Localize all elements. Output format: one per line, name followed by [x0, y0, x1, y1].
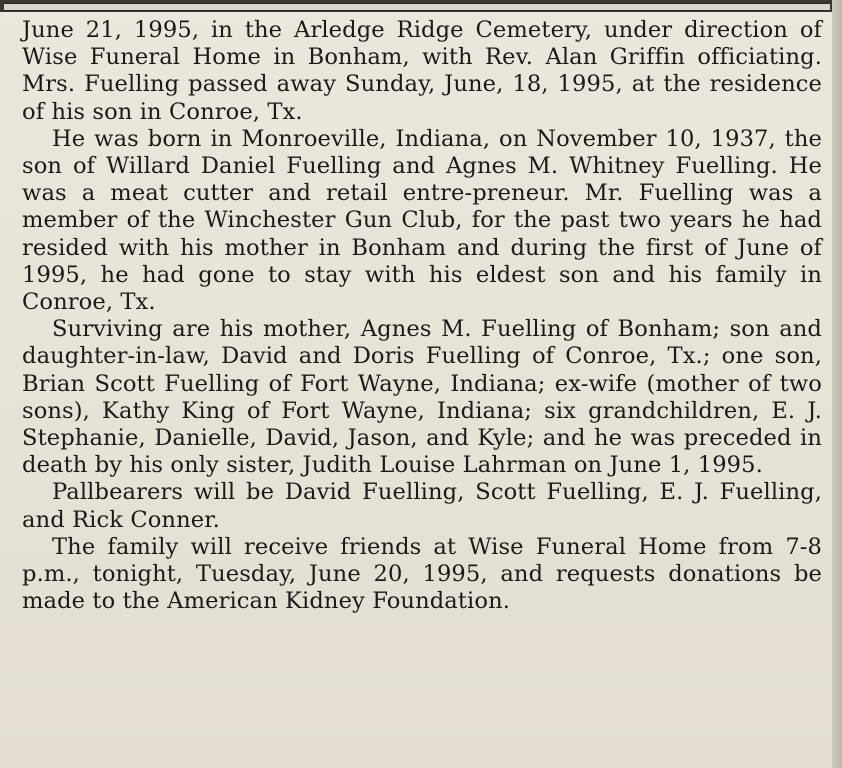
- paragraph-visitation: The family will receive friends at Wise Funeral Home from 7-8 p.m., tonight, Tuesday, June 20, 1995, and requests donations be made to the American Kidney Foundation.: [22, 533, 822, 615]
- paragraph-burial: June 21, 1995, in the Arledge Ridge Cemetery, under direction of Wise Funeral Home in Bonham, with Rev. Alan Griffin officiating. Mrs. Fuelling passed away Sunday, June, 18, 1995, at the residence of his son in Conroe, Tx.: [22, 17, 822, 125]
- obituary-article: [22, 17, 822, 615]
- paragraph-survivors: Surviving are his mother, Agnes M. Fuelling of Bonham; son and daughter-in-law, David and Doris Fuelling of Conroe, Tx.; one son, Brian Scott Fuelling of Fort Wayne, Indiana; ex-wife (mother of two sons), Kathy King of Fort Wayne, Indiana; six grandchildren, E. J. Stephanie, Danielle, David, Jason, and Kyle; and he was preceded in death by his only sister, Judith Louise Lahrman on June 1, 1995.: [22, 316, 822, 479]
- top-border-rule: [0, 0, 842, 12]
- right-page-edge: [832, 0, 842, 768]
- paragraph-pallbearers: Pallbearers will be David Fuelling, Scott Fuelling, E. J. Fuelling, and Rick Conner.: [22, 479, 822, 533]
- top-border-inner: [4, 3, 830, 11]
- paragraph-biography: He was born in Monroeville, Indiana, on November 10, 1937, the son of Willard Daniel Fuelling and Agnes M. Whitney Fuelling. He was a meat cutter and retail entre-preneur. Mr. Fuelling was a member of the Winchester Gun Club, for the past two years he had resided with his mother in Bonham and during the first of June of 1995, he had gone to stay with his eldest son and his family in Conroe, Tx.: [22, 125, 822, 316]
